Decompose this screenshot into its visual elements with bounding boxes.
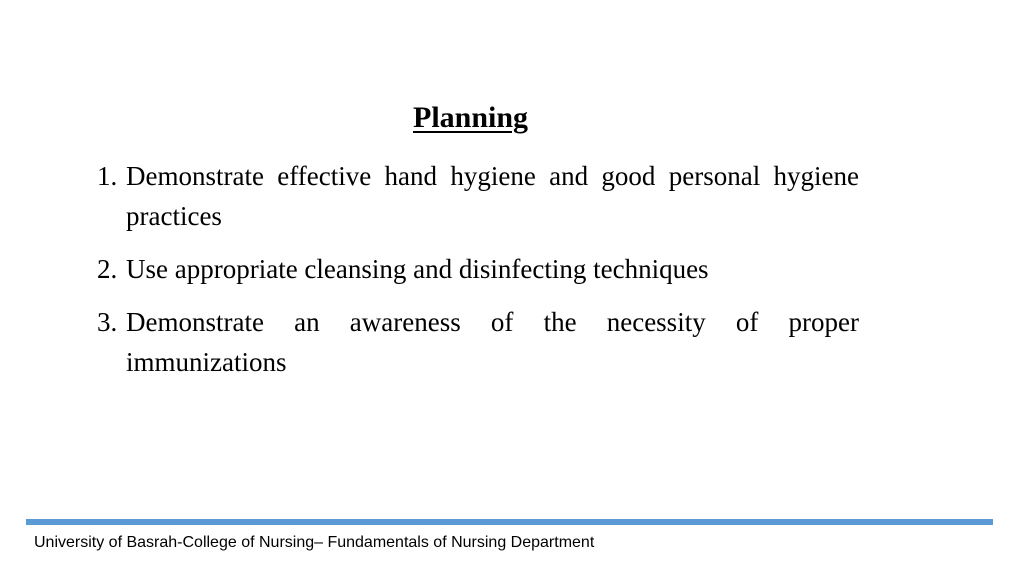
footer-divider (26, 519, 993, 525)
list-item-text: Demonstrate effective hand hygiene and good personal hygiene practices (126, 161, 859, 231)
list-item-number: 3. (97, 307, 118, 337)
list-item (97, 249, 859, 289)
list-item-number: 2. (97, 254, 118, 284)
planning-list (97, 156, 859, 395)
list-item-text: Demonstrate an awareness of the necessity of proper immunizations (126, 307, 859, 377)
slide-title: Planning (413, 101, 529, 134)
list-item (97, 156, 859, 236)
footer-text: University of Basrah-College of Nursing– Fundamentals of Nursing Department (34, 534, 595, 551)
list-item-text: Use appropriate cleansing and disinfecting techniques (126, 254, 709, 284)
list-item-number: 1. (97, 161, 118, 191)
list-item (97, 302, 859, 382)
